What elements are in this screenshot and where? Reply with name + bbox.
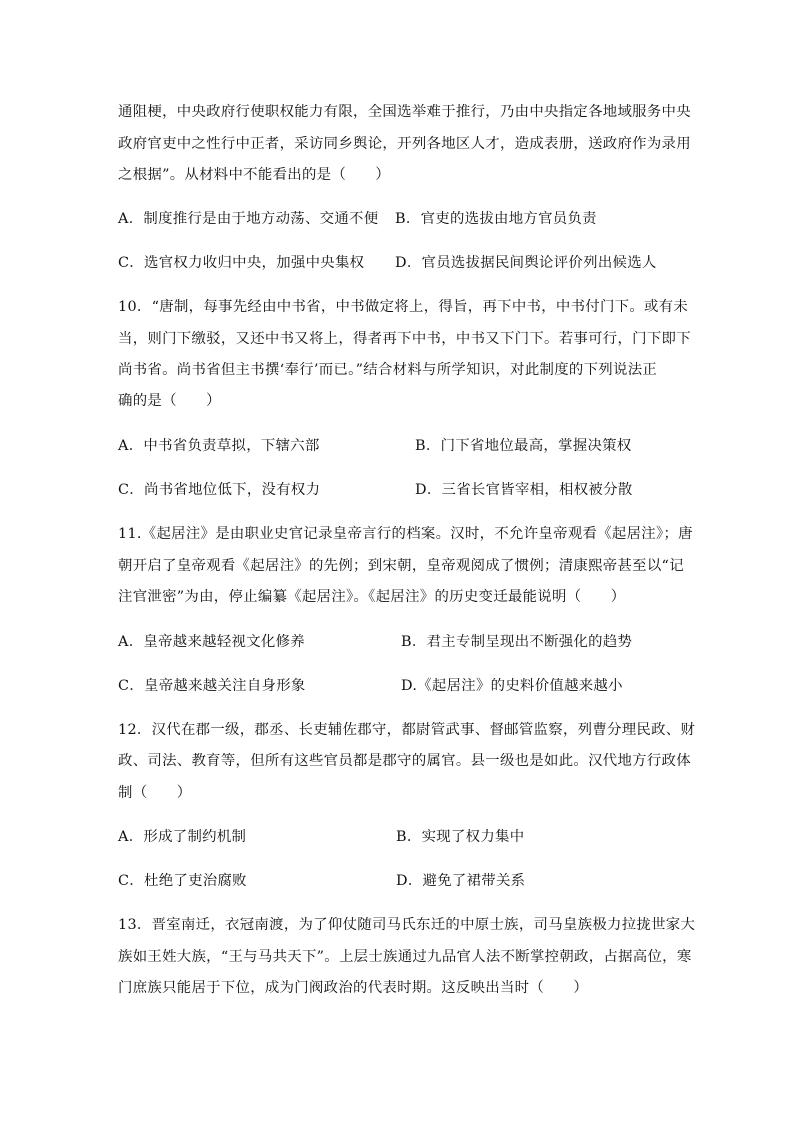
q11-line-1: 11.《起居注》是由职业史官记录皇帝言行的档案。汉时，不允许皇帝观看《起居注》；唐 [118,526,693,542]
q13-line-2: 族如王姓大族，“王与马共天下”。上层士族通过九品官人法不断掌控朝政，占据高位，寒 [118,949,692,965]
q13-line-1: 13．晋室南迁，衣冠南渡，为了仰仗随司马氏东迁的中原士族，司马皇族极力拉拢世家大 [118,917,696,933]
q11-option-b: B．君主专制呈现出不断强化的趋势 [401,634,633,650]
q9-option-c: C．选官权力收归中央，加强中央集权 [118,255,365,271]
q11-line-2: 朝开启了皇帝观看《起居注》的先例；到宋朝，皇帝观阅成了惯例；清康熙帝甚至以“记 [118,558,684,574]
q9-option-d: D．官员选拔据民间舆论评价列出候选人 [395,255,657,271]
q9-line-1: 通阻梗，中央政府行使职权能力有限，全国选举难于推行，乃由中央指定各地域服务中央 [118,104,691,120]
q9-option-a: A．制度推行是由于地方动荡、交通不便 [118,211,379,227]
q12-line-2: 政、司法、教育等，但所有这些官员都是郡守的属官。县一级也是如此。汉代地方行政体 [118,753,691,769]
q11-option-d: D.《起居注》的史料价值越来越小 [401,678,623,694]
q11-option-c: C．皇帝越来越关注自身形象 [118,678,306,694]
q11-option-a: A．皇帝越来越轻视文化修养 [118,634,305,650]
q10-option-b: B．门下省地位最高，掌握决策权 [415,438,632,454]
q12-line-1: 12．汉代在郡一级，郡丞、长吏辅佐郡守，都尉管武事、督邮管监察，列曹分理民政、财 [118,722,696,738]
q12-option-a: A．形成了制约机制 [118,829,247,845]
q10-option-c: C．尚书省地位低下，没有权力 [118,482,321,498]
q10-line-4: 确的是（ ） [118,393,221,409]
q12-option-c: C．杜绝了吏治腐败 [118,873,247,889]
q13-line-3: 门庶族只能居于下位，成为门阀政治的代表时期。这反映出当时（ ） [118,980,589,996]
q12-option-b: B．实现了权力集中 [396,829,525,845]
q10-option-a: A．中书省负责草拟，下辖六部 [118,438,320,454]
q10-line-2: 当，则门下缴驳，又还中书又将上，得者再下中书，中书又下门下。若事可行，门下即下 [118,331,691,347]
q10-line-3: 尚书省。尚书省但主书撰‘奉行’而已。”结合材料与所学知识，对此制度的下列说法正 [118,362,658,378]
q9-line-3: 之根据”。从材料中不能看出的是（ ） [118,167,391,183]
q9-option-b: B．官吏的选拔由地方官员负责 [395,211,597,227]
q11-line-3: 注官泄密”为由，停止编纂《起居注》。《起居注》的历史变迁最能说明（ ） [118,589,626,605]
q9-line-2: 政府官吏中之性行中正者，采访同乡舆论，开列各地区人才，造成表册，送政府作为录用 [118,136,691,152]
q10-option-d: D．三省长官皆宰相，相权被分散 [415,482,633,498]
q12-option-d: D．避免了裙带关系 [396,873,526,889]
q12-line-3: 制（ ） [118,785,192,801]
q10-line-1: 10．“唐制，每事先经由中书省，中书做定将上，得旨，再下中书，中书付门下。或有未 [118,299,689,315]
